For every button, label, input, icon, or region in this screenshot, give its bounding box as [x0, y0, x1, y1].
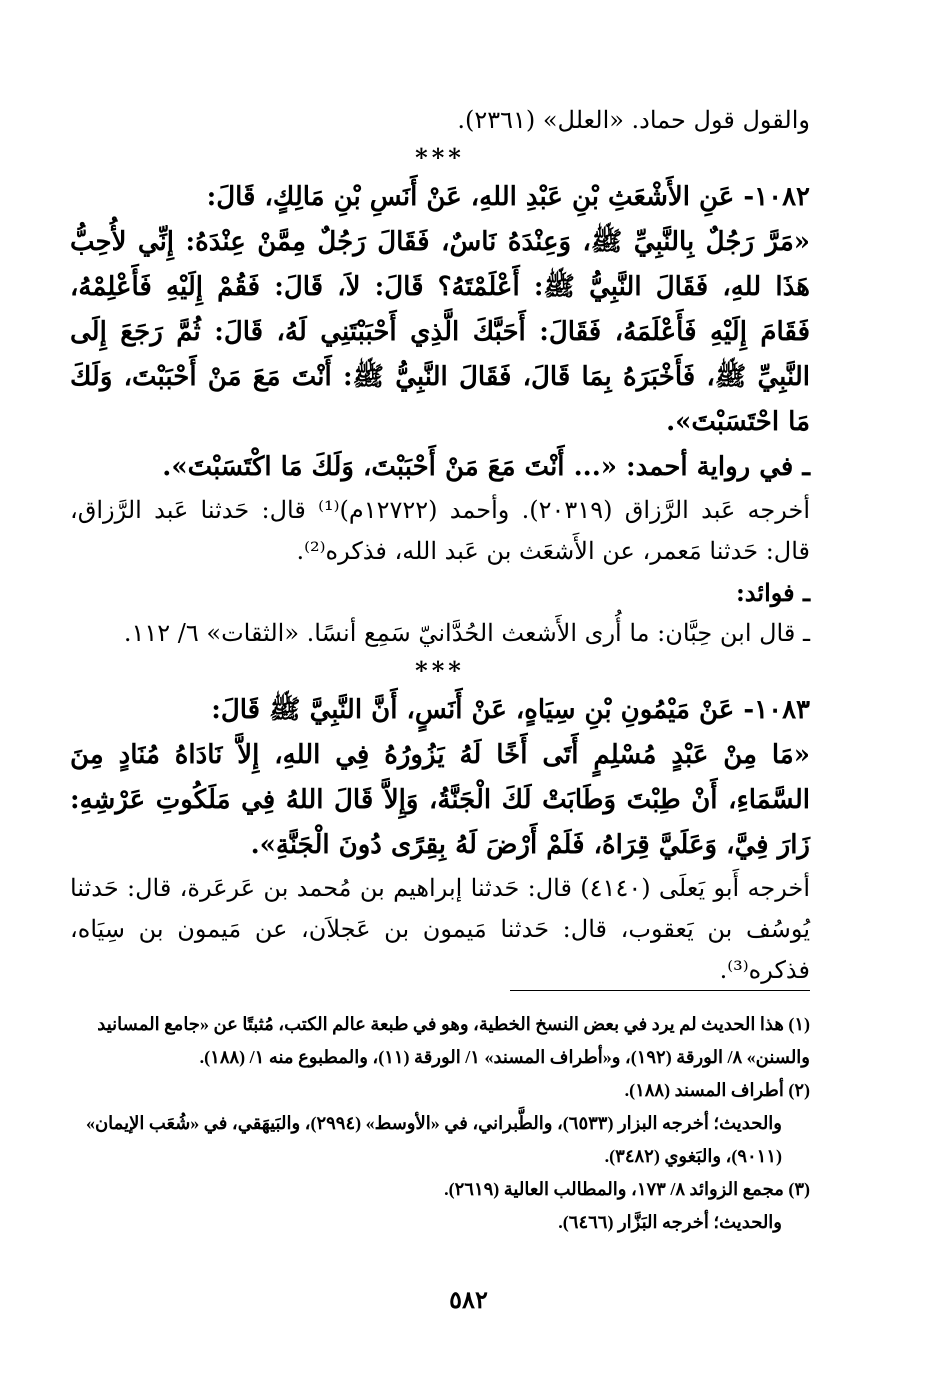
- footnote-separator: [510, 990, 810, 991]
- hadith-1083-text: «مَا مِنْ عَبْدٍ مُسْلِمٍ أَتَى أَخًا لَهُ يَزُورُهُ فِي اللهِ، إِلاَّ نَادَاهُ مُنَادٍ مِنَ السَّمَاءِ، أَنْ طِبْتَ وَطَابَتْ لَكَ الْجَنَّةُ، وَإِلاَّ قَالَ اللهُ فِي مَلَكُوتِ عَرْشِهِ: زَارَ فِيَّ، وَعَلَيَّ قِرَاهُ، فَلَمْ أَرْضَ لَهُ بِقِرًى دُونَ الْجَنَّةِ».: [70, 740, 810, 860]
- footnote-3-continued: والحديث؛ أخرجه البَزَّار (٦٤٦٦).: [558, 1212, 782, 1232]
- footnote-2-continued: والحديث؛ أخرجه البزار (٦٥٣٣)، والطَّبراني، في «الأوسط» (٢٩٩٤)، والبَيهَقي، في «شُعَب الإيمان» (٩٠١١)، والبَغوي (٣٤٨٢).: [85, 1113, 782, 1166]
- fawaid-title: ـ فوائد:: [735, 578, 810, 607]
- hadith-1082-takhrij: أخرجه عَبد الرَّزاق (٢٠٣١٩). وأحمد (١٢٧٢٢م)⁽¹⁾ قال: حَدثنا عَبد الرَّزاق، قال: حَدثنا مَعمر، عن الأَشعَث بن عَبد الله، فذكره⁽²⁾.: [70, 496, 810, 565]
- section-separator: ***: [415, 143, 465, 172]
- hadith-1082-ahmad-variant: ـ في رواية أحمد: «... أَنْتَ مَعَ مَنْ أَحْبَبْتَ، وَلَكَ مَا اكْتَسَبْتَ».: [162, 452, 810, 482]
- footnote-2: (٢) أطراف المسند (١٨٨).: [624, 1080, 810, 1100]
- footnote-3: (٣) مجمع الزوائد ٨/ ١٧٣، والمطالب العالية (٢٦١٩).: [444, 1179, 810, 1199]
- hadith-1082-heading: ١٠٨٢- عَنِ الأَشْعَثِ بْنِ عَبْدِ اللهِ، عَنْ أَنَسِ بْنِ مَالِكٍ، قَالَ:: [206, 182, 810, 212]
- fawaid-text: ـ قال ابن حِبَّان: ما أُرى الأَشعث الحُدَّانيّ سَمِع أنسًا. «الثقات» ٦/ ١١٢.: [123, 619, 810, 647]
- page-body: [70, 100, 810, 991]
- footnote-1: (١) هذا الحديث لم يرد في بعض النسخ الخطية، وهو في طبعة عالم الكتب، مُثبتًا عن «جامع المسانيد والسنن» ٨/ الورقة (١٩٢)، و«أطراف المسند» ١/ الورقة (١١)، والمطبوع منه ١/ (١٨٨).: [97, 1014, 810, 1067]
- hadith-1083-heading: ١٠٨٣- عَنْ مَيْمُونِ بْنِ سِيَاهٍ، عَنْ أَنَسٍ، أَنَّ النَّبِيَّ ﷺ قَالَ:: [211, 695, 810, 725]
- section-separator-2: ***: [415, 656, 465, 685]
- footnotes: [70, 1008, 810, 1239]
- page-number: ٥٨٢: [449, 1285, 488, 1314]
- intro-line: والقول قول حماد. «العلل» (٢٣٦١).: [457, 106, 810, 134]
- hadith-1083-takhrij: أخرجه أَبو يَعلَى (٤١٤٠) قال: حَدثنا إبراهيم بن مُحمد بن عَرعَرة، قال: حَدثنا يُوسُف بن يَعقوب، قال: حَدثنا مَيمون بن عَجلاَن، عن مَيمون بن سِيَاه، فذكره⁽³⁾.: [70, 874, 810, 984]
- hadith-1082-text: «مَرَّ رَجُلٌ بِالنَّبِيِّ ﷺ، وَعِنْدَهُ نَاسٌ، فَقَالَ رَجُلٌ مِمَّنْ عِنْدَهُ: إِنِّي لأُحِبُّ هَذَا للهِ، فَقَالَ النَّبِيُّ ﷺ: أَعْلَمْتَهُ؟ قَالَ: لاَ، قَالَ: فَقُمْ إِلَيْهِ فَأَعْلِمْهُ، فَقَامَ إِلَيْهِ فَأَعْلَمَهُ، فَقَالَ: أَحَبَّكَ الَّذِي أَحْبَبْتَنِي لَهُ، قَالَ: ثُمَّ رَجَعَ إِلَى النَّبِيِّ ﷺ، فَأَخْبَرَهُ بِمَا قَالَ، فَقَالَ النَّبِيُّ ﷺ: أَنْتَ مَعَ مَنْ أَحْبَبْتَ، وَلَكَ مَا احْتَسَبْتَ».: [70, 227, 810, 437]
